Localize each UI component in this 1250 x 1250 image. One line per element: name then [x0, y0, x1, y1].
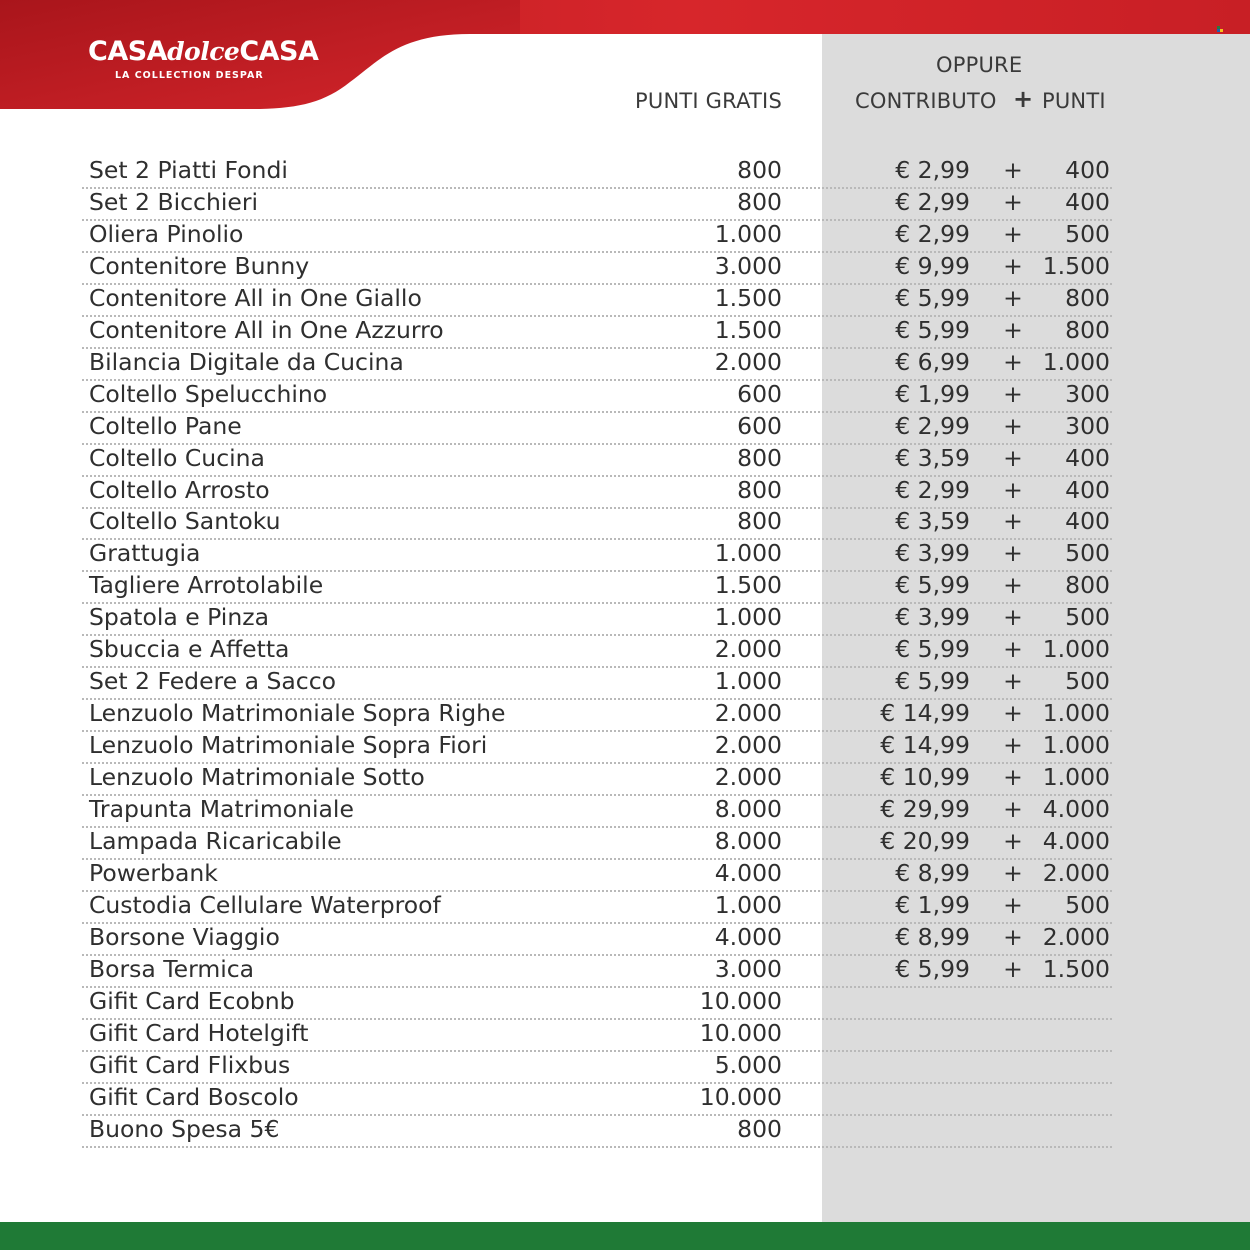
item-price: € 2,99 — [895, 219, 970, 248]
item-price: € 5,99 — [895, 667, 970, 696]
item-points: 1.000 — [714, 603, 782, 632]
brand-tagline: LA COLLECTION DESPAR — [115, 70, 264, 81]
table-row — [82, 1114, 1112, 1148]
item-plus: + — [1003, 571, 1023, 600]
item-name: Set 2 Bicchieri — [89, 187, 259, 216]
item-name: Gifit Card Ecobnb — [89, 986, 295, 1015]
item-name: Coltello Cucina — [89, 443, 265, 472]
table-row — [82, 858, 1112, 892]
header-oppure: OPPURE — [936, 53, 1023, 77]
item-extra-points: 500 — [1065, 539, 1110, 568]
item-plus: + — [1003, 667, 1023, 696]
item-price: € 3,59 — [895, 507, 970, 536]
item-name: Set 2 Federe a Sacco — [89, 667, 337, 696]
table-row — [82, 1082, 1112, 1116]
table-row — [82, 155, 1112, 189]
item-extra-points: 400 — [1065, 156, 1110, 184]
item-price: € 10,99 — [880, 763, 970, 791]
item-plus: + — [1003, 539, 1023, 568]
table-row — [82, 506, 1112, 540]
item-extra-points: 1.500 — [1042, 954, 1110, 983]
item-extra-points: 1.000 — [1042, 763, 1110, 791]
table-row — [82, 762, 1112, 796]
table-row — [82, 954, 1112, 988]
item-extra-points: 800 — [1065, 283, 1110, 312]
item-name: Grattugia — [89, 539, 201, 568]
item-points: 2.000 — [714, 635, 782, 664]
item-points: 8.000 — [714, 795, 782, 823]
table-row — [82, 347, 1112, 381]
item-name: Contenitore All in One Azzurro — [89, 315, 444, 344]
item-points: 1.500 — [714, 283, 782, 312]
item-name: Coltello Santoku — [89, 507, 281, 536]
brand-logo-left: CASA — [88, 36, 168, 67]
table-row — [82, 219, 1112, 253]
item-name: Spatola e Pinza — [89, 603, 269, 632]
item-extra-points: 400 — [1065, 507, 1110, 536]
item-price: € 14,99 — [880, 731, 970, 760]
table-row — [82, 794, 1112, 828]
item-extra-points: 400 — [1065, 443, 1110, 472]
item-extra-points: 500 — [1065, 890, 1110, 919]
item-plus: + — [1003, 954, 1023, 983]
item-price: € 8,99 — [895, 922, 970, 951]
item-price: € 5,99 — [895, 635, 970, 664]
item-plus: + — [1003, 731, 1023, 760]
item-name: Tagliere Arrotolabile — [89, 571, 324, 600]
item-name: Sbuccia e Affetta — [89, 635, 290, 664]
item-price: € 5,99 — [895, 954, 970, 983]
item-name: Powerbank — [89, 858, 218, 887]
table-row — [82, 634, 1112, 668]
table-row — [82, 251, 1112, 285]
item-plus: + — [1003, 379, 1023, 408]
item-plus: + — [1003, 507, 1023, 536]
table-row — [82, 730, 1112, 764]
item-plus: + — [1003, 219, 1023, 248]
item-price: € 2,99 — [895, 411, 970, 440]
table-row — [82, 411, 1112, 445]
item-plus: + — [1003, 443, 1023, 472]
item-points: 10.000 — [699, 986, 782, 1015]
item-price: € 1,99 — [895, 379, 970, 408]
item-points: 2.000 — [714, 763, 782, 791]
item-points: 3.000 — [714, 251, 782, 280]
item-points: 800 — [737, 1114, 782, 1143]
item-extra-points: 1.000 — [1042, 699, 1110, 728]
table-row — [82, 698, 1112, 732]
item-points: 800 — [737, 443, 782, 472]
item-extra-points: 1.000 — [1042, 731, 1110, 760]
item-points: 800 — [737, 156, 782, 184]
item-plus: + — [1003, 635, 1023, 664]
item-name: Bilancia Digitale da Cucina — [89, 347, 404, 376]
table-row — [82, 826, 1112, 860]
item-name: Lenzuolo Matrimoniale Sopra Righe — [89, 699, 506, 728]
item-extra-points: 2.000 — [1042, 922, 1110, 951]
item-name: Coltello Spelucchino — [89, 379, 328, 408]
item-points: 1.500 — [714, 315, 782, 344]
item-price: € 3,99 — [895, 603, 970, 632]
item-points: 4.000 — [714, 858, 782, 887]
item-extra-points: 1.000 — [1042, 347, 1110, 376]
item-points: 5.000 — [714, 1050, 782, 1079]
table-row — [82, 922, 1112, 956]
item-plus: + — [1003, 156, 1023, 184]
brand-logo-right: CASA — [239, 36, 319, 67]
item-points: 10.000 — [699, 1018, 782, 1047]
item-extra-points: 800 — [1065, 315, 1110, 344]
item-extra-points: 400 — [1065, 475, 1110, 504]
item-name: Custodia Cellulare Waterproof — [89, 890, 441, 919]
item-name: Lenzuolo Matrimoniale Sopra Fiori — [89, 731, 488, 760]
item-plus: + — [1003, 795, 1023, 823]
item-points: 1.000 — [714, 539, 782, 568]
item-points: 1.000 — [714, 667, 782, 696]
table-row — [82, 1018, 1112, 1052]
item-extra-points: 2.000 — [1042, 858, 1110, 887]
table-row — [82, 187, 1112, 221]
item-name: Contenitore Bunny — [89, 251, 310, 280]
item-extra-points: 500 — [1065, 667, 1110, 696]
item-price: € 3,99 — [895, 539, 970, 568]
item-price: € 2,99 — [895, 475, 970, 504]
item-name: Oliera Pinolio — [89, 219, 244, 248]
item-name: Gifit Card Hotelgift — [89, 1018, 309, 1047]
item-extra-points: 4.000 — [1042, 826, 1110, 855]
item-plus: + — [1003, 315, 1023, 344]
item-price: € 29,99 — [880, 795, 970, 823]
item-price: € 2,99 — [895, 187, 970, 216]
item-points: 600 — [737, 411, 782, 440]
bottom-green-band — [0, 1222, 1250, 1250]
item-points: 4.000 — [714, 922, 782, 951]
item-name: Borsa Termica — [89, 954, 255, 983]
header-contributo: CONTRIBUTO — [855, 89, 997, 113]
item-plus: + — [1003, 826, 1023, 855]
item-points: 2.000 — [714, 347, 782, 376]
table-row — [82, 315, 1112, 349]
item-points: 10.000 — [699, 1082, 782, 1111]
table-row — [82, 538, 1112, 572]
item-plus: + — [1003, 347, 1023, 376]
item-price: € 1,99 — [895, 890, 970, 919]
header-punti: PUNTI — [1042, 89, 1106, 113]
item-points: 8.000 — [714, 826, 782, 855]
table-row — [82, 986, 1112, 1020]
item-points: 800 — [737, 475, 782, 504]
item-name: Lampada Ricaricabile — [89, 826, 342, 855]
item-name: Contenitore All in One Giallo — [89, 283, 422, 312]
item-name: Gifit Card Flixbus — [89, 1050, 291, 1079]
item-plus: + — [1003, 251, 1023, 280]
table-row — [82, 666, 1112, 700]
item-points: 1.500 — [714, 571, 782, 600]
item-name: Set 2 Piatti Fondi — [89, 156, 288, 184]
item-plus: + — [1003, 475, 1023, 504]
item-extra-points: 300 — [1065, 411, 1110, 440]
item-plus: + — [1003, 603, 1023, 632]
item-extra-points: 500 — [1065, 603, 1110, 632]
item-price: € 9,99 — [895, 251, 970, 280]
item-plus: + — [1003, 187, 1023, 216]
item-extra-points: 1.000 — [1042, 635, 1110, 664]
table-row — [82, 379, 1112, 413]
item-name: Coltello Pane — [89, 411, 242, 440]
item-points: 2.000 — [714, 699, 782, 728]
item-extra-points: 300 — [1065, 379, 1110, 408]
item-points: 800 — [737, 187, 782, 216]
item-plus: + — [1003, 699, 1023, 728]
item-name: Trapunta Matrimoniale — [89, 795, 354, 823]
item-extra-points: 500 — [1065, 219, 1110, 248]
item-name: Lenzuolo Matrimoniale Sotto — [89, 763, 425, 791]
item-plus — [1001, 1114, 1025, 1145]
table-row — [82, 890, 1112, 924]
header-points-gratis: PUNTI GRATIS — [635, 89, 782, 113]
item-price: € 5,99 — [895, 315, 970, 344]
item-extra-points: 1.500 — [1042, 251, 1110, 280]
item-points: 1.000 — [714, 890, 782, 919]
item-points: 1.000 — [714, 219, 782, 248]
item-plus — [1001, 986, 1025, 1017]
item-price: € 3,59 — [895, 443, 970, 472]
item-name: Buono Spesa 5€ — [89, 1114, 280, 1143]
item-price: € 2,99 — [895, 156, 970, 184]
item-extra-points: 4.000 — [1042, 795, 1110, 823]
item-price: € 6,99 — [895, 347, 970, 376]
table-row — [82, 570, 1112, 604]
item-price: € 14,99 — [880, 699, 970, 728]
item-plus: + — [1003, 411, 1023, 440]
item-plus: + — [1003, 890, 1023, 919]
item-name: Gifit Card Boscolo — [89, 1082, 299, 1111]
item-plus: + — [1003, 922, 1023, 951]
item-points: 3.000 — [714, 954, 782, 983]
item-plus: + — [1003, 283, 1023, 312]
item-price: € 20,99 — [880, 826, 970, 855]
table-row — [82, 443, 1112, 477]
item-points: 2.000 — [714, 731, 782, 760]
table-row — [82, 475, 1112, 509]
item-name: Coltello Arrosto — [89, 475, 270, 504]
item-extra-points: 800 — [1065, 571, 1110, 600]
item-points: 800 — [737, 507, 782, 536]
item-price: € 5,99 — [895, 283, 970, 312]
brand-logo-middle: dolce — [167, 37, 240, 66]
item-plus — [1001, 1050, 1025, 1081]
item-price: € 8,99 — [895, 858, 970, 887]
item-plus — [1001, 1018, 1025, 1049]
item-price: € 5,99 — [895, 571, 970, 600]
item-plus — [1001, 1082, 1025, 1113]
item-name: Borsone Viaggio — [89, 922, 280, 951]
header-plus-icon: + — [1013, 85, 1034, 113]
item-points: 600 — [737, 379, 782, 408]
item-plus: + — [1003, 858, 1023, 887]
table-row — [82, 602, 1112, 636]
item-extra-points: 400 — [1065, 187, 1110, 216]
table-row — [82, 283, 1112, 317]
table-row — [82, 1050, 1112, 1084]
item-plus: + — [1003, 763, 1023, 791]
